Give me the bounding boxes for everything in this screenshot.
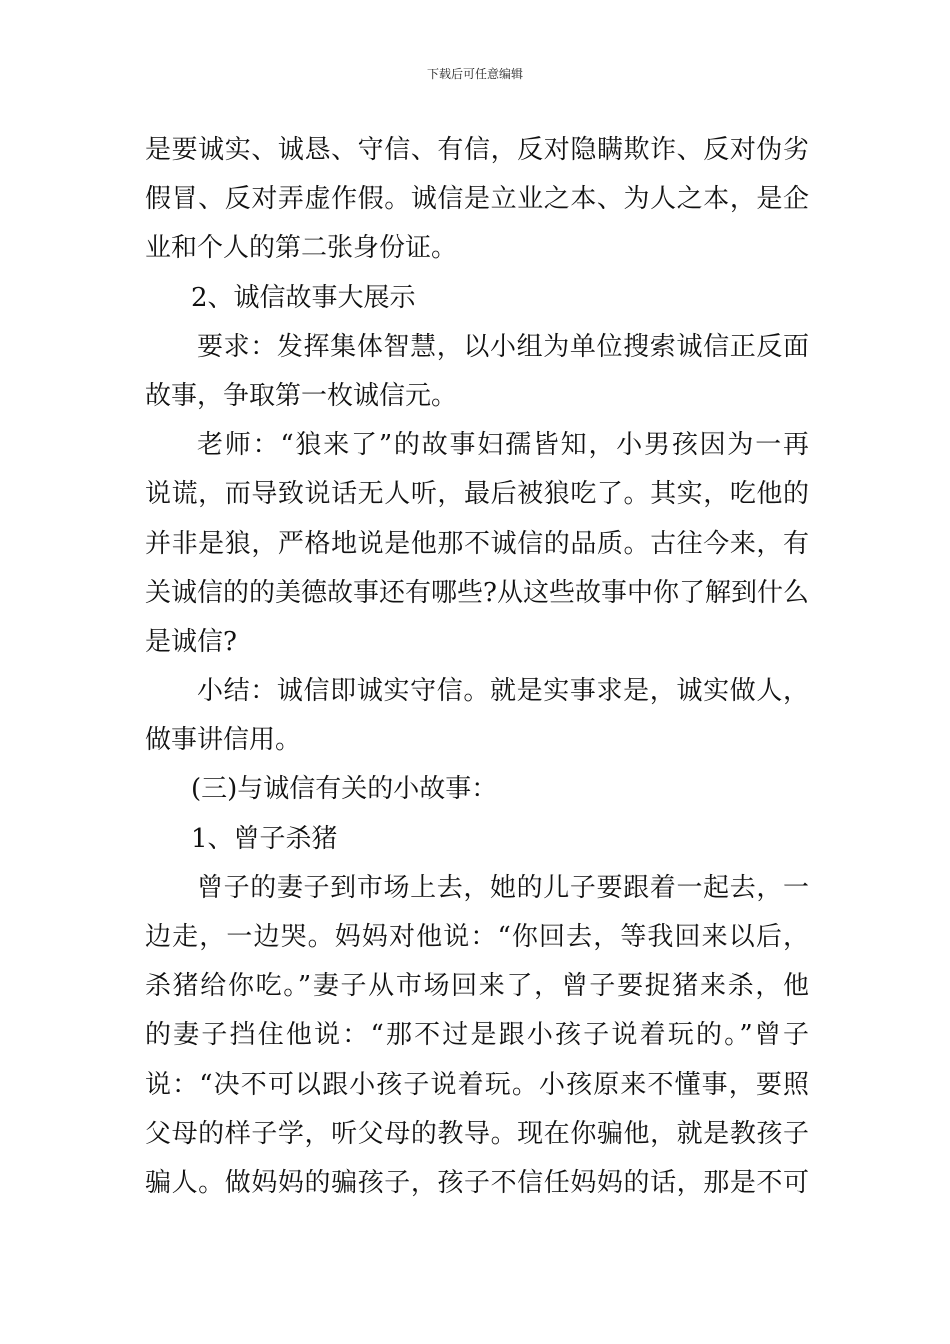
text-line: 是诚信? [145,626,237,657]
text-line: 骗人。做妈妈的骗孩子，孩子不信任妈妈的话，那是不可 [145,1167,809,1198]
text-line: 关诚信的的美德故事还有哪些?从这些故事中你了解到什么 [145,577,809,608]
text-line: 假冒、反对弄虚作假。诚信是立业之本、为人之本，是企 [145,184,809,215]
paragraph-start: 老师：“狼来了”的故事妇孺皆知，小男孩因为一再 [197,430,809,461]
text-line: 的妻子挡住他说：“那不过是跟小孩子说着玩的。”曾子 [145,1020,809,1051]
section-heading: 2、诚信故事大展示 [191,282,416,313]
section-heading: (三)与诚信有关的小故事： [191,774,498,805]
page-header: 下载后可任意编辑 [426,67,523,81]
text-line: 杀猪给你吃。”妻子从市场回来了，曾子要捉猪来杀，他 [145,971,809,1002]
text-line: 并非是狼，严格地说是他那不诚信的品质。古往今来，有 [145,528,809,559]
text-line: 业和个人的第二张身份证。 [145,233,458,264]
document-body [145,126,809,1208]
paragraph-start: 小结：诚信即诚实守信。就是实事求是，诚实做人， [197,676,809,707]
text-line: 说：“决不可以跟小孩子说着玩。小孩原来不懂事，要照 [145,1069,809,1100]
text-line: 父母的样子学，听父母的教导。现在你骗他，就是教孩子 [145,1118,809,1149]
text-line: 说谎，而导致说话无人听，最后被狼吃了。其实，吃他的 [145,479,809,510]
paragraph-start: 曾子的妻子到市场上去，她的儿子要跟着一起去，一 [197,872,809,903]
paragraph-start: 要求：发挥集体智慧，以小组为单位搜索诚信正反面 [197,331,809,362]
text-line: 是要诚实、诚恳、守信、有信，反对隐瞒欺诈、反对伪劣 [145,135,809,165]
text-line: 边走，一边哭。妈妈对他说：“你回去，等我回来以后， [145,922,809,952]
text-line: 做事讲信用。 [145,725,302,756]
story-title: 1、曾子杀猪 [191,823,338,854]
text-line: 故事，争取第一枚诚信元。 [145,380,458,411]
